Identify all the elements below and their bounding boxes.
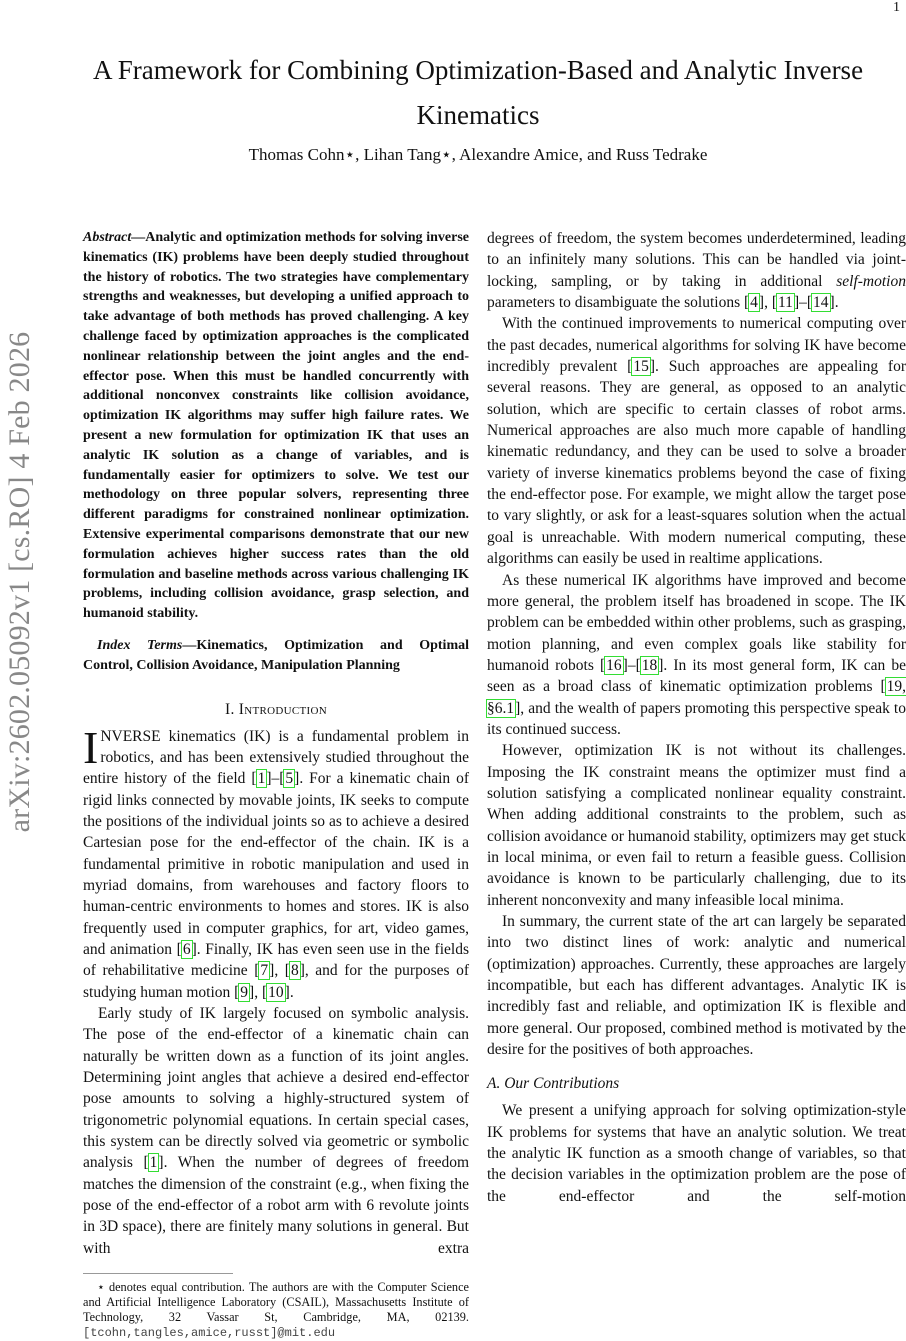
paragraph: degrees of freedom, the system becomes underdetermined, leading to an infinitely many solutions. This can be handled via joint-locking, sampling, or by taking in additional self-motion parameters to disambiguate the solutions [4], [11]–[14]. bbox=[487, 230, 906, 312]
citation-link[interactable]: 16 bbox=[606, 656, 622, 674]
footnote-rule bbox=[83, 1273, 233, 1274]
paragraph: We present a unifying approach for solving optimization-style IK problems for systems that have an analytic solution. We treat the analytic IK function as a smooth change of variables, so that the decision variables in the optimization problem are the pose of the end-effector and the self-motion bbox=[487, 1102, 906, 1205]
two-column-body bbox=[83, 228, 906, 1341]
paragraph: With the continued improvements to numerical computing over the past decades, numerical algorithms for solving IK have become incredibly prevalent [15]. Such approaches are appealing for several reasons. They are general, as opposed to an analytic solution, which are specific to certain classes of robot arms. Numerical approaches are also much more capable of handling kinematic redundancy, and they can be used to solve a broader variety of inverse kinematics problems beyond the case of fixing the end-effector pose. For example, we might allow the target pose to vary slightly, or ask for a least-squares solution when the actual goal is unreachable. With modern numerical computing, these algorithms can easily be used in realtime applications. bbox=[487, 315, 906, 568]
abstract-label: Abstract— bbox=[83, 230, 146, 245]
citation-link[interactable]: 19, §6.1 bbox=[487, 678, 906, 717]
index-terms-text: —Kinematics, Optimization and Optimal Control, Collision Avoidance, Manipulation Planning bbox=[83, 637, 469, 673]
abstract bbox=[83, 228, 469, 624]
introduction-right-text bbox=[487, 228, 906, 1060]
abstract-text: Analytic and optimization methods for solving inverse kinematics (IK) problems have been deeply studied throughout the history of robotics. The two strategies have complementary strengths and weaknesses, but developing a unified approach to take advantage of both methods has proved challenging. A key challenge faced by optimization approaches is the complicated nonlinear relationship between the joint angles and the end-effector pose. When this must be handled concurrently with additional nonconvex constraints like collision avoidance, optimization IK algorithms may suffer high failure rates. We present a new formulation for optimization IK that uses an analytic IK solution as a change of variables, and is fundamentally easier for optimizers to solve. We test our methodology on three popular solvers, representing three different paradigms for constrained nonlinear optimization. Extensive experimental comparisons demonstrate that our new formulation achieves higher success rates than the old formulation and baseline methods across various challenging IK problems, including collision avoidance, grasp selection, and humanoid stability. bbox=[83, 230, 469, 622]
emphasis: self-motion bbox=[836, 272, 906, 290]
paragraph: In summary, the current state of the art can largely be separated into two distinct lines of work: analytic and numerical (optimization) approaches. Currently, these approaches are largely incompatible, but each has different advantages. Analytic IK is incredibly fast and reliable, and optimization IK is flexible and more general. Our proposed, combined method is motivated by the desire for the positives of both approaches. bbox=[487, 913, 906, 1059]
citation-link[interactable]: 4 bbox=[750, 294, 758, 312]
footnote-text: ⋆ denotes equal contribution. The authors are with the Computer Science and Artificial Intelligence Laboratory (CSAIL), Massachusetts Institute of Technology, 32 Vassar St, Cambridge, MA, 02139. bbox=[83, 1280, 469, 1325]
page-number: 1 bbox=[893, 0, 900, 15]
citation-link[interactable]: 1 bbox=[149, 1154, 158, 1172]
citation-link[interactable]: 14 bbox=[813, 294, 829, 312]
citation-link[interactable]: 6 bbox=[182, 940, 191, 958]
subsection-heading-contributions: A. Our Contributions bbox=[487, 1075, 620, 1093]
left-column bbox=[83, 228, 469, 1341]
section-heading-introduction: I. Introduction bbox=[224, 700, 327, 718]
citation-link[interactable]: 1 bbox=[257, 770, 266, 788]
paragraph: INVERSE kinematics (IK) is a fundamental problem in robotics, and has been extensively studied throughout the entire history of the field [1]–[5]. For a kinematic chain of rigid links connected by movable joints, IK seeks to compute the positions of the individual joints so as to achieve a desired Cartesian pose for the end-effector of the chain. IK is a fundamental primitive in robotic manipulation and used in myriad domains, from warehouses and factory floors to human-centric environments to homes and stores. IK is also frequently used in computer graphics, for art, video games, and animation [6]. Finally, IK has even seen use in the fields of rehabilitative medicine [7], [8], and for the purposes of studying human motion [9], [10]. bbox=[83, 721, 470, 1001]
index-terms-label: Index Terms bbox=[97, 637, 183, 653]
right-column bbox=[487, 228, 906, 1341]
paragraph: Early study of IK largely focused on symbolic analysis. The pose of the end-effector of a kinematic chain can naturally be written down as a function of its joint angles. Determining joint angles that achieve a desired end-effector pose amounts to solving a highly-structured system of trigonometric polynomial equations. In certain special cases, this system can be directly solved via geometric or symbolic analysis [1]. When the number of degrees of freedom matches the dimension of the constraint (e.g., when fixing the pose of the end-effector of a robot arm with 6 revolute joints in 3D space), there are finitely many solutions in general. But with extra bbox=[83, 1005, 470, 1257]
drop-cap: I bbox=[83, 721, 99, 773]
footnote-emails: [tcohn,tangles,amice,russt]@mit.edu bbox=[83, 1326, 336, 1341]
footnote-area bbox=[83, 1259, 469, 1341]
paragraph: However, optimization IK is not without its challenges. Imposing the IK constraint means the optimizer must find a solution satisfying a complicated nonlinear equality constraint. When adding additional constraints to the problem, such as collision avoidance or humanoid stability, optimizers may get stuck in local minima, or even fail to return a feasible guess. Collision avoidance is known to be particularly challenging, due to its inherent nonconvexity and many infeasible local minima. bbox=[487, 742, 906, 909]
citation-link[interactable]: 10 bbox=[268, 983, 284, 1001]
introduction-left-text bbox=[83, 721, 470, 1260]
arxiv-stamp: arXiv:2602.05092v1 [cs.RO] 4 Feb 2026 bbox=[3, 331, 36, 833]
citation-link[interactable]: 11 bbox=[778, 294, 793, 312]
citation-link[interactable]: 8 bbox=[290, 962, 299, 980]
paper-header bbox=[50, 0, 906, 166]
index-terms bbox=[83, 636, 469, 676]
paragraph: As these numerical IK algorithms have improved and become more general, the problem itself has broadened in scope. The IK problem can be embedded within other problems, such as grasping, motion planning, and even complex goals like stability for humanoid robots [16]–[18]. In its most general form, IK can be seen as a broad class of kinematic optimization problems [19, §6.1], and the wealth of papers promoting this perspective speak to its continued success. bbox=[487, 571, 906, 738]
citation-link[interactable]: 18 bbox=[641, 656, 658, 674]
contributions-text bbox=[487, 1100, 906, 1207]
citation-link[interactable]: 7 bbox=[260, 962, 269, 980]
citation-link[interactable]: 15 bbox=[633, 358, 649, 376]
paper-title: A Framework for Combining Optimization-Based and Analytic Inverse Kinematics bbox=[92, 55, 864, 130]
paper-authors: Thomas Cohn⋆, Lihan Tang⋆, Alexandre Amice, and Russ Tedrake bbox=[248, 145, 708, 164]
citation-link[interactable]: 5 bbox=[285, 770, 294, 788]
footnote bbox=[83, 1280, 469, 1341]
citation-link[interactable]: 9 bbox=[240, 983, 249, 1001]
